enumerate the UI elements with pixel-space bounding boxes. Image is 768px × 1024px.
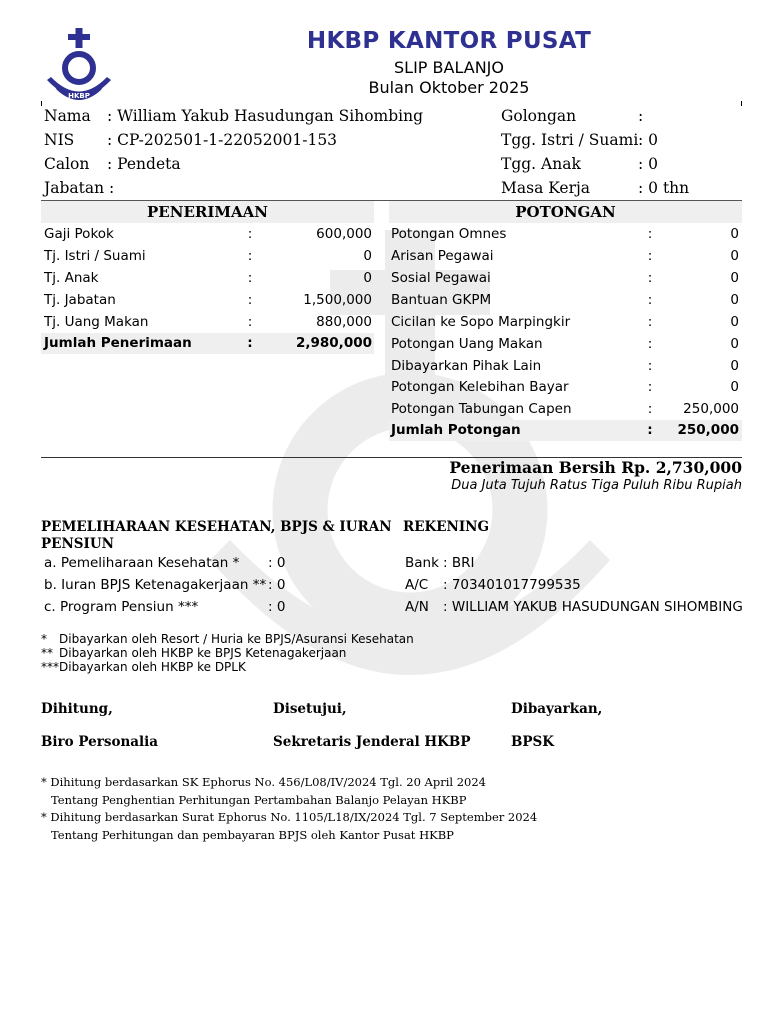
- rekening-value-1: : 703401017799535: [443, 577, 581, 593]
- tgg-istri-label: Tgg. Istri / Suami: [501, 131, 639, 149]
- pot-label-7: Potongan Kelebihan Bayar: [391, 379, 569, 395]
- pen-colon-4: :: [247, 314, 253, 330]
- tgg-istri-value: : 0: [638, 131, 659, 149]
- pen-value-2: 0: [363, 270, 372, 286]
- rekening-value-0: : BRI: [443, 555, 475, 571]
- pen-label-1: Tj. Istri / Suami: [44, 248, 146, 264]
- kesehatan-value-2: : 0: [268, 599, 286, 615]
- pen-colon-1: :: [247, 248, 253, 264]
- kesehatan-label-0: a. Pemeliharaan Kesehatan *: [44, 555, 240, 571]
- pot-label-0: Potongan Omnes: [391, 226, 507, 242]
- golongan-label: Golongan: [501, 107, 577, 125]
- pot-label-2: Sosial Pegawai: [391, 270, 491, 286]
- sig-role-2: Dibayarkan,: [511, 701, 603, 717]
- nama-label: Nama: [44, 107, 91, 125]
- footnote-text-2: Dibayarkan oleh HKBP ke DPLK: [59, 660, 246, 674]
- calon-value: : Pendeta: [107, 155, 181, 173]
- pen-total-label: Jumlah Penerimaan: [44, 335, 192, 351]
- pot-colon-3: :: [647, 292, 653, 308]
- pot-total-label: Jumlah Potongan: [391, 422, 521, 438]
- doc-title: SLIP BALANJO: [394, 58, 504, 77]
- pot-colon-0: :: [647, 226, 653, 242]
- kesehatan-value-0: : 0: [268, 555, 286, 571]
- pen-total-value: 2,980,000: [295, 335, 372, 351]
- pot-colon-1: :: [647, 248, 653, 264]
- pot-colon-2: :: [647, 270, 653, 286]
- masa-kerja-value: : 0 thn: [638, 179, 690, 197]
- sig-role-0: Dihitung,: [41, 701, 113, 717]
- pen-label-4: Tj. Uang Makan: [44, 314, 149, 330]
- org-title: HKBP KANTOR PUSAT: [306, 28, 592, 54]
- rekening-label-2: A/N: [405, 599, 429, 615]
- rekening-value-2: : WILLIAM YAKUB HASUDUNGAN SIHOMBING: [443, 599, 743, 615]
- note-0-line1: * Dihitung berdasarkan SK Ephorus No. 456/L08/IV/2024 Tgl. 20 April 2024: [41, 775, 486, 789]
- pen-label-0: Gaji Pokok: [44, 226, 114, 242]
- tgg-anak-value: : 0: [638, 155, 659, 173]
- period-label: Bulan Oktober 2025: [368, 78, 530, 97]
- pot-value-7: 0: [730, 379, 739, 395]
- pot-value-4: 0: [730, 314, 739, 330]
- sig-name-2: BPSK: [511, 734, 555, 750]
- net-amount: Penerimaan Bersih Rp. 2,730,000: [449, 458, 742, 477]
- pot-colon-7: :: [647, 379, 653, 395]
- pot-value-6: 0: [730, 358, 739, 374]
- pot-label-4: Cicilan ke Sopo Marpingkir: [391, 314, 571, 330]
- nama-value: : William Yakub Hasudungan Sihombing: [107, 107, 424, 125]
- pen-value-4: 880,000: [316, 314, 372, 330]
- jabatan-label: Jabatan :: [44, 179, 115, 197]
- pen-value-1: 0: [363, 248, 372, 264]
- pot-label-8: Potongan Tabungan Capen: [391, 401, 572, 417]
- note-1-line2: Tentang Perhitungan dan pembayaran BPJS oleh Kantor Pusat HKBP: [51, 828, 454, 842]
- hkbp-logo: [43, 26, 115, 102]
- rekening-label-0: Bank: [405, 555, 439, 571]
- pen-label-2: Tj. Anak: [44, 270, 99, 286]
- pen-colon-3: :: [247, 292, 253, 308]
- sig-role-1: Disetujui,: [273, 701, 347, 717]
- net-words: Dua Juta Tujuh Ratus Tiga Puluh Ribu Rupiah: [451, 478, 742, 493]
- footnote-text-1: Dibayarkan oleh HKBP ke BPJS Ketenagakerjaan: [59, 646, 347, 660]
- pot-colon-8: :: [647, 401, 653, 417]
- pot-label-5: Potongan Uang Makan: [391, 336, 543, 352]
- rekening-heading: REKENING: [403, 519, 490, 535]
- pen-value-0: 600,000: [316, 226, 372, 242]
- sig-name-1: Sekretaris Jenderal HKBP: [273, 734, 471, 750]
- pot-total-colon: :: [647, 422, 653, 438]
- pot-colon-4: :: [647, 314, 653, 330]
- kesehatan-heading-2: PENSIUN: [41, 536, 114, 552]
- pen-label-3: Tj. Jabatan: [44, 292, 116, 308]
- pot-value-2: 0: [730, 270, 739, 286]
- pot-value-1: 0: [730, 248, 739, 264]
- pen-colon-2: :: [247, 270, 253, 286]
- footnote-text-0: Dibayarkan oleh Resort / Huria ke BPJS/Asuransi Kesehatan: [59, 632, 414, 646]
- kesehatan-label-1: b. Iuran BPJS Ketenagakerjaan **: [44, 577, 267, 593]
- golongan-value: :: [638, 107, 644, 125]
- calon-label: Calon: [44, 155, 90, 173]
- footnote-mark-2: ***: [41, 660, 59, 674]
- pot-colon-5: :: [647, 336, 653, 352]
- tgg-anak-label: Tgg. Anak: [501, 155, 581, 173]
- pot-value-5: 0: [730, 336, 739, 352]
- tick-left: [41, 101, 42, 106]
- pot-label-6: Dibayarkan Pihak Lain: [391, 358, 542, 374]
- logo-text: HKBP: [68, 92, 90, 100]
- footnote-mark-1: **: [41, 646, 53, 660]
- nis-value: : CP-202501-1-22052001-153: [107, 131, 338, 149]
- note-1-line1: * Dihitung berdasarkan Surat Ephorus No. 1105/L18/IX/2024 Tgl. 7 September 2024: [41, 810, 538, 824]
- kesehatan-value-1: : 0: [268, 577, 286, 593]
- kesehatan-heading-1: PEMELIHARAAN KESEHATAN, BPJS & IURAN: [41, 519, 392, 535]
- pen-colon-0: :: [247, 226, 253, 242]
- pot-label-3: Bantuan GKPM: [391, 292, 492, 308]
- tick-right: [741, 101, 742, 106]
- kesehatan-label-2: c. Program Pensiun ***: [44, 599, 199, 615]
- penerimaan-heading: PENERIMAAN: [41, 201, 374, 223]
- pen-value-3: 1,500,000: [303, 292, 372, 308]
- pen-total-colon: :: [247, 335, 253, 351]
- footnote-mark-0: *: [41, 632, 47, 646]
- rekening-label-1: A/C: [405, 577, 429, 593]
- pot-value-3: 0: [730, 292, 739, 308]
- pot-total-value: 250,000: [677, 422, 739, 438]
- pot-value-8: 250,000: [683, 401, 739, 417]
- pot-value-0: 0: [730, 226, 739, 242]
- masa-kerja-label: Masa Kerja: [501, 179, 591, 197]
- potongan-heading: POTONGAN: [389, 201, 742, 223]
- pot-label-1: Arisan Pegawai: [391, 248, 494, 264]
- pot-colon-6: :: [647, 358, 653, 374]
- nis-label: NIS: [44, 131, 75, 149]
- sig-name-0: Biro Personalia: [41, 734, 159, 750]
- note-0-line2: Tentang Penghentian Perhitungan Pertambahan Balanjo Pelayan HKBP: [51, 793, 467, 807]
